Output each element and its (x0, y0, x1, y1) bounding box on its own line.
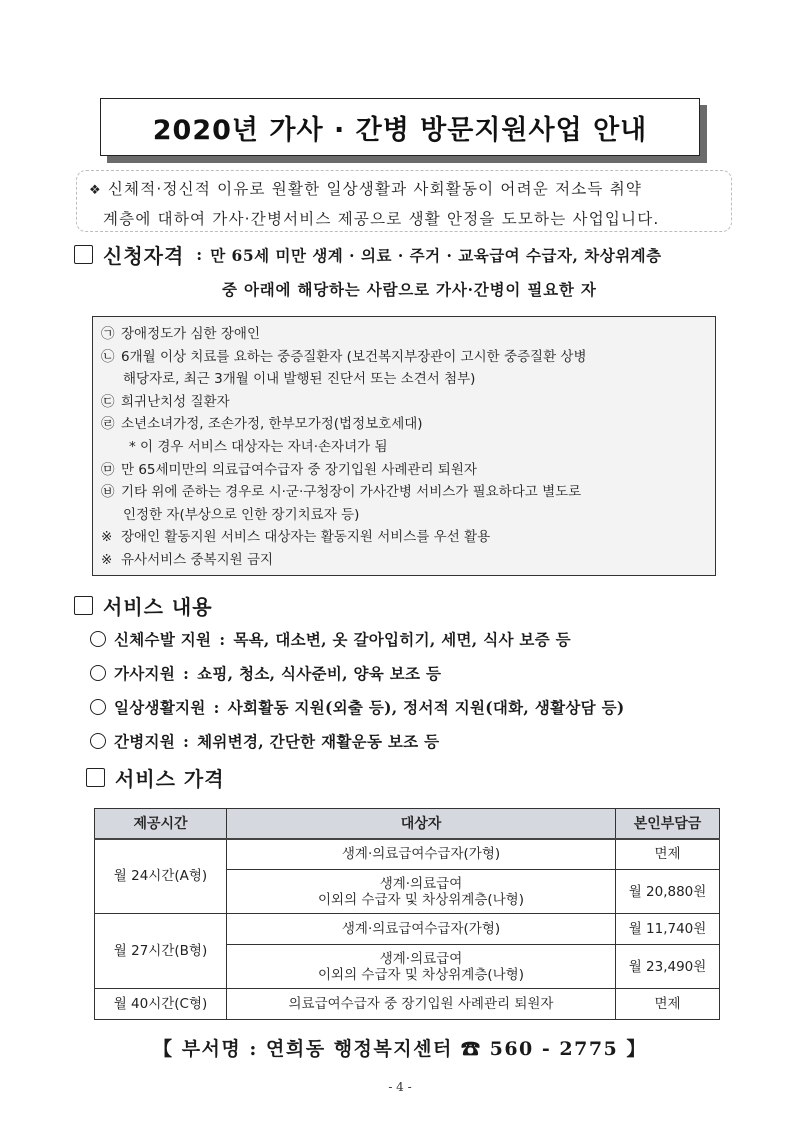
services-heading: 서비스 내용 (103, 595, 213, 619)
qual-item-continued (101, 504, 707, 527)
phone-number: 560 - 2775 (489, 1038, 619, 1060)
section-pricing (86, 763, 225, 792)
target-cell: 의료급여수급자 중 장기입원 사례관리 퇴원자 (227, 989, 616, 1020)
qual-item (101, 481, 707, 504)
qual-marker: ㉣ (101, 416, 115, 433)
hours-cell: 월 24시간(A형) (95, 839, 227, 914)
target-line: 이외의 수급자 및 차상위계층(나형) (318, 966, 524, 983)
qualification-box (92, 316, 716, 576)
page-number: - 4 - (388, 1080, 412, 1094)
table-row (95, 914, 720, 945)
qual-text: 해당자로, 최근 3개월 이내 발행된 진단서 또는 소견서 첨부) (123, 371, 476, 388)
fee-cell: 월 20,880원 (616, 870, 720, 914)
section-services (74, 591, 213, 620)
target-cell: 생계·의료급여수급자(가형) (227, 914, 616, 945)
target-line: 생계·의료급여 (379, 875, 463, 892)
service-colon: : (183, 663, 190, 683)
qual-item-continued (101, 368, 707, 391)
service-desc: 목욕, 대소변, 옷 갈아입히기, 세면, 식사 보증 등 (233, 630, 571, 649)
circle-bullet-icon (90, 665, 106, 681)
target-cell (227, 945, 616, 989)
service-desc: 체위변경, 간단한 재활운동 보조 등 (197, 732, 440, 751)
checkbox-square-icon (74, 245, 93, 264)
column-header: 본인부담금 (616, 809, 720, 839)
hours-cell: 월 27시간(B형) (95, 914, 227, 989)
service-colon: : (219, 629, 226, 649)
table-row (95, 839, 720, 870)
reference-mark-icon: ※ (101, 551, 113, 568)
qual-marker: ㉤ (101, 461, 115, 478)
close-bracket: 】 (626, 1038, 647, 1060)
eligibility-colon: : (196, 245, 203, 264)
section-eligibility (74, 240, 662, 269)
qual-text: 인정한 자(부상으로 인한 장기치료자 등) (123, 506, 360, 523)
fee-cell: 면제 (616, 839, 720, 870)
intro-line-1 (89, 175, 721, 205)
service-item (90, 730, 439, 752)
qual-marker: ㉢ (101, 393, 115, 410)
pricing-heading: 서비스 가격 (115, 767, 225, 791)
service-item (90, 628, 571, 650)
service-colon: : (183, 731, 190, 751)
contact-colon: : (249, 1038, 258, 1060)
title-box (100, 98, 700, 156)
qual-notice (101, 549, 707, 572)
qual-item (101, 459, 707, 482)
open-bracket: 【 (153, 1038, 174, 1060)
qual-marker: ㉡ (101, 348, 115, 365)
target-line: 이외의 수급자 및 차상위계층(나형) (318, 891, 524, 908)
circle-bullet-icon (90, 631, 106, 647)
fee-cell: 면제 (616, 989, 720, 1020)
qual-marker: ㉠ (101, 326, 115, 342)
circle-bullet-icon (90, 699, 106, 715)
target-cell (227, 870, 616, 914)
qual-item (101, 323, 707, 346)
eligibility-desc-2: 중 아래에 해당하는 사람으로 가사·간병이 필요한 자 (222, 280, 597, 299)
hours-cell: 월 40시간(C형) (95, 989, 227, 1020)
service-item (90, 696, 625, 718)
pricing-table (94, 808, 720, 1020)
circle-bullet-icon (90, 733, 106, 749)
service-desc: 사회활동 지원(외출 등), 정서적 지원(대화, 생활상담 등) (227, 698, 625, 717)
contact-line (0, 1034, 800, 1061)
qual-text: 6개월 이상 치료를 요하는 중증질환자 (보건복지부장관이 고시한 중증질환 상병 (121, 348, 587, 365)
qual-marker: ㉥ (101, 484, 115, 501)
qual-text: 장애정도가 심한 장애인 (121, 326, 260, 342)
intro-text-1: 신체적·정신적 이유로 원활한 일상생활과 사회활동이 어려운 저소득 취약 (107, 180, 643, 198)
service-name: 일상생활지원 (114, 698, 206, 717)
service-name: 간병지원 (114, 732, 176, 751)
eligibility-heading: 신청자격 (103, 244, 185, 268)
diamond-bullet-icon: ❖ (89, 183, 102, 198)
checkbox-square-icon (74, 596, 93, 615)
qual-text: 희귀난치성 질환자 (121, 393, 230, 410)
qual-text: 만 65세미만의 의료급여수급자 중 장기입원 사례관리 퇴원자 (121, 461, 477, 478)
qual-item (101, 391, 707, 414)
page-title: 2020년 가사 · 간병 방문지원사업 안내 (152, 114, 648, 146)
department-name: 연희동 행정복지센터 (266, 1038, 453, 1060)
fee-cell: 월 11,740원 (616, 914, 720, 945)
service-item (90, 662, 441, 684)
qual-text: 유사서비스 중복지원 금지 (121, 551, 274, 568)
reference-mark-icon: ※ (101, 529, 113, 546)
qual-item (101, 413, 707, 436)
qual-notice (101, 526, 707, 549)
column-header: 제공시간 (95, 809, 227, 839)
service-colon: : (213, 697, 220, 717)
qual-text: 소년소녀가정, 조손가정, 한부모가정(법정보호세대) (121, 416, 423, 433)
checkbox-square-icon (86, 768, 105, 787)
intro-box (76, 170, 732, 232)
table-header-row (95, 809, 720, 839)
column-header: 대상자 (227, 809, 616, 839)
qual-text: 장애인 활동지원 서비스 대상자는 활동지원 서비스를 우선 활용 (121, 529, 491, 546)
target-cell: 생계·의료급여수급자(가형) (227, 839, 616, 870)
intro-text-2: 계층에 대하여 가사·간병서비스 제공으로 생활 안정을 도모하는 사업입니다. (103, 210, 660, 228)
department-label: 부서명 (181, 1038, 242, 1060)
service-name: 신체수발 지원 (114, 630, 212, 649)
fee-cell: 월 23,490원 (616, 945, 720, 989)
service-name: 가사지원 (114, 664, 176, 683)
qual-text: * 이 경우 서비스 대상자는 자녀·손자녀가 됨 (129, 438, 388, 455)
qual-text: 기타 위에 준하는 경우로 시·군·구청장이 가사간병 서비스가 필요하다고 별도로 (121, 484, 582, 501)
service-desc: 쇼핑, 청소, 식사준비, 양육 보조 등 (197, 664, 442, 683)
qual-note (101, 436, 707, 459)
table-row (95, 989, 720, 1020)
intro-line-2 (89, 205, 721, 233)
phone-icon: ☎ (460, 1038, 482, 1060)
eligibility-desc-1: 만 65세 미만 생계 · 의료 · 주거 · 교육급여 수급자, 차상위계층 (210, 245, 662, 265)
target-line: 생계·의료급여 (379, 950, 463, 967)
qual-item (101, 346, 707, 369)
